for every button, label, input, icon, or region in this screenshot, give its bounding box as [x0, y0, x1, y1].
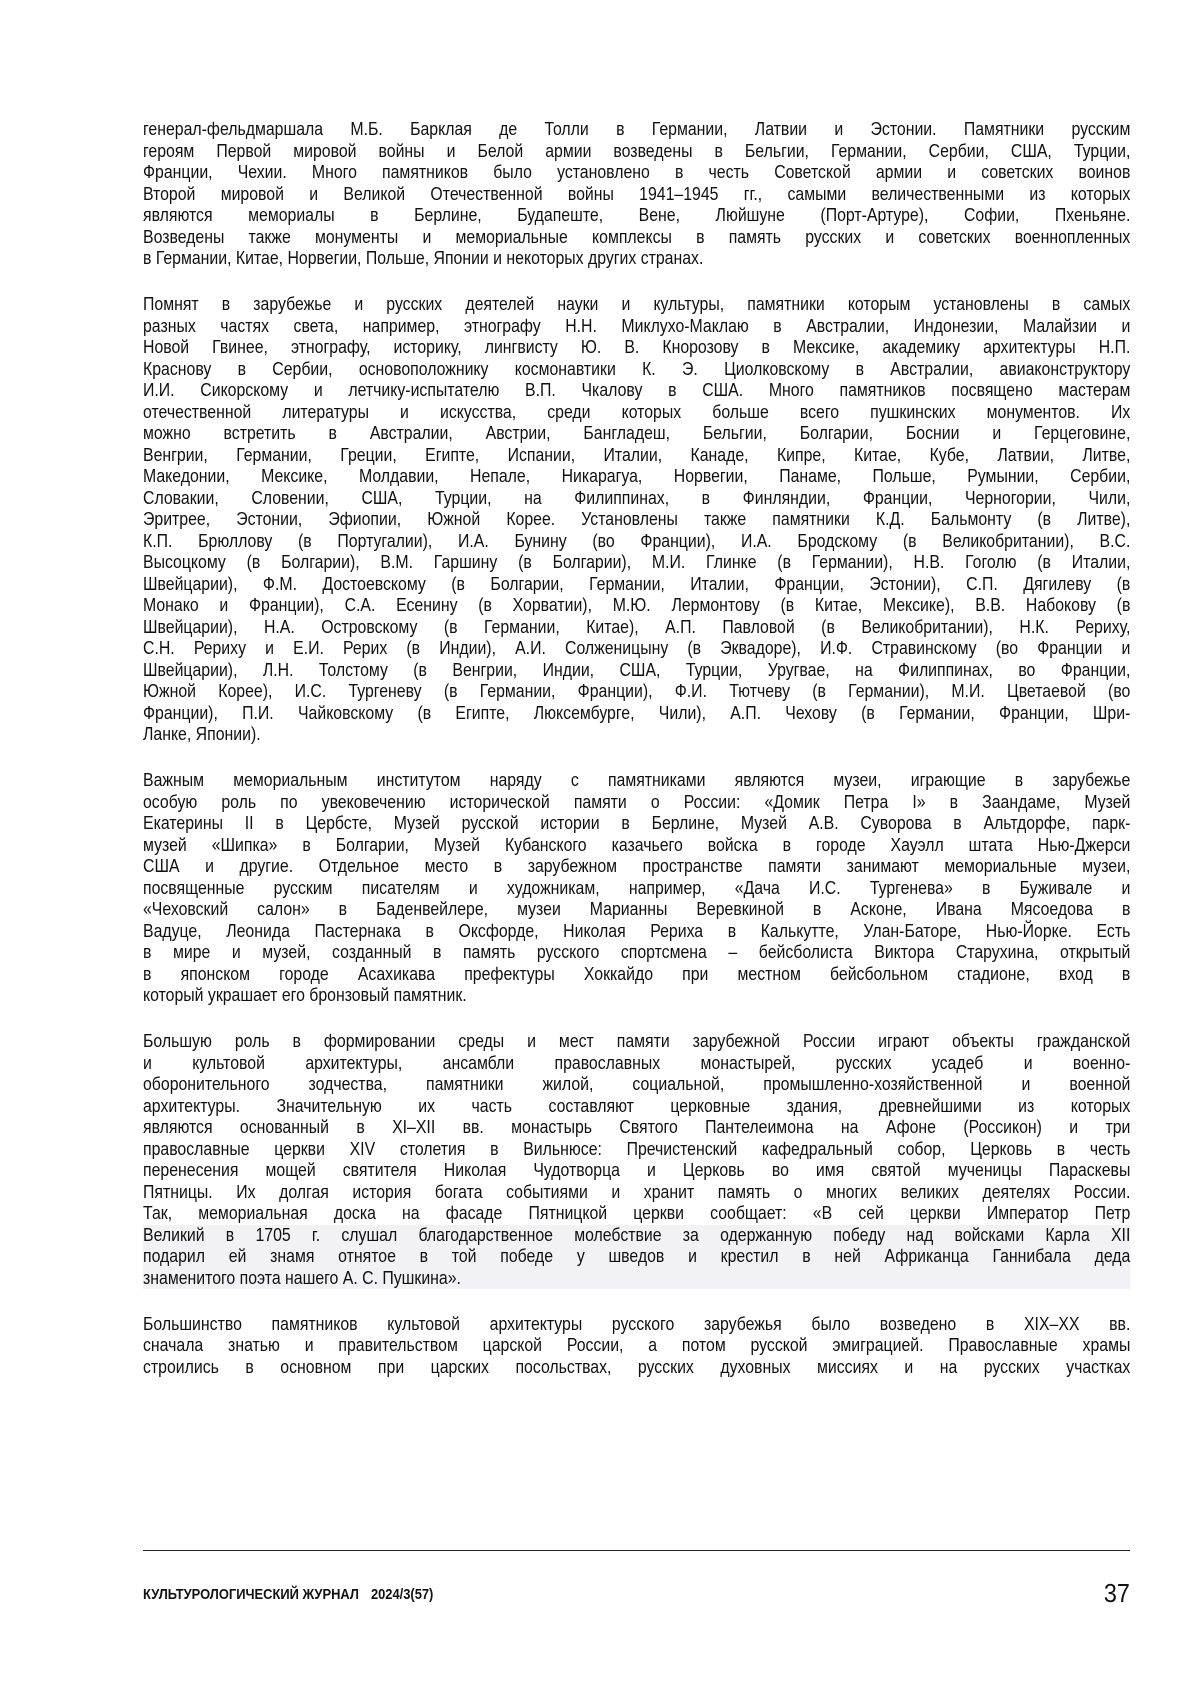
text-line: посвященные русским писателям и художникам, например, «Дача И.С. Тургенева» в Буживале и: [143, 878, 1130, 900]
text-line: являются мемориалы в Берлине, Будапеште, Вене, Люйшуне (Порт-Артуре), Софии, Пхеньяне.: [143, 205, 1130, 227]
text-line: Венгрии, Германии, Греции, Египте, Испании, Италии, Канаде, Кипре, Китае, Кубе, Латвии, Литве,: [143, 445, 1130, 467]
text-line: Возведены также монументы и мемориальные комплексы в память русских и советских военнопленных: [143, 227, 1130, 249]
text-line: Швейцарии), Л.Н. Толстому (в Венгрии, Индии, США, Турции, Уругвае, на Филиппинах, во Франции,: [143, 660, 1130, 682]
text-line: знаменитого поэта нашего А. С. Пушкина».: [143, 1268, 1130, 1290]
text-line: оборонительного зодчества, памятники жилой, социальной, промышленно-хозяйственной и военной: [143, 1074, 1130, 1096]
text-line: Так, мемориальная доска на фасаде Пятницкой церкви сообщает: «В сей церкви Император Петр: [143, 1203, 1130, 1225]
text-line: православные церкви XIV столетия в Вильнюсе: Пречистенский кафедральный собор, Церковь в честь: [143, 1139, 1130, 1161]
text-line: Краснову в Сербии, основоположнику космонавтики К. Э. Циолковскому в Австралии, авиаконструктору: [143, 359, 1130, 381]
text-line: музей «Шипка» в Болгарии, Музей Кубанского казачьего войска в городе Хауэлл штата Нью-Джерси: [143, 835, 1130, 857]
text-line: архитектуры. Значительную их часть составляют церковные здания, древнейшими из которых: [143, 1096, 1130, 1118]
text-line: можно встретить в Австралии, Австрии, Бангладеш, Бельгии, Болгарии, Боснии и Герцеговине,: [143, 423, 1130, 445]
text-line: сначала знатью и правительством царской России, а потом русской эмиграцией. Православные храмы: [143, 1335, 1130, 1357]
text-line: «Чеховский салон» в Баденвейлере, музеи Марианны Веревкиной в Асконе, Ивана Мясоедова в: [143, 899, 1130, 921]
text-line: подарил ей знамя отнятое в той победе у шведов и крестил в ней Африканца Ганнибала деда: [143, 1246, 1130, 1268]
text-line: Македонии, Мексике, Молдавии, Непале, Никарагуа, Норвегии, Панаме, Польше, Румынии, Сербии,: [143, 466, 1130, 488]
text-line: строились в основном при царских посольствах, русских духовных миссиях и на русских участках: [143, 1357, 1130, 1379]
text-line: Важным мемориальным институтом наряду с памятниками являются музеи, играющие в зарубежье: [143, 770, 1130, 792]
text-line: в мире и музей, созданный в память русского спортсмена – бейсболиста Виктора Старухина, открытый: [143, 942, 1130, 964]
paragraph: [143, 770, 1130, 1007]
text-line: отечественной литературы и искусства, среди которых больше всего пушкинских монументов. Их: [143, 402, 1130, 424]
text-line: Франции), П.И. Чайковскому (в Египте, Люксембурге, Чили), А.П. Чехову (в Германии, Франции, Шри-: [143, 703, 1130, 725]
paragraph: [143, 119, 1130, 270]
text-line: Словакии, Словении, США, Турции, на Филиппинах, в Финляндии, Франции, Черногории, Чили,: [143, 488, 1130, 510]
paragraph: [143, 294, 1130, 746]
text-line: Помнят в зарубежье и русских деятелей науки и культуры, памятники которым установлены в самых: [143, 294, 1130, 316]
text-line: Франции, Чехии. Много памятников было установлено в честь Советской армии и советских воинов: [143, 162, 1130, 184]
text-line: Швейцарии), Ф.М. Достоевскому (в Болгарии, Германии, Италии, Франции, Эстонии), С.П. Дягилеву (в: [143, 574, 1130, 596]
journal-footer: [143, 1586, 433, 1603]
text-line: Швейцарии), Н.А. Островскому (в Германии, Китае), А.П. Павловой (в Великобритании), Н.К. Рериху,: [143, 617, 1130, 639]
text-line: в японском городе Асахикава префектуры Хоккайдо при местном бейсбольном стадионе, вход в: [143, 964, 1130, 986]
paragraph: [143, 1314, 1130, 1379]
text-line: в Германии, Китае, Норвегии, Польше, Японии и некоторых других странах.: [143, 248, 1130, 270]
text-line: Высоцкому (в Болгарии), В.М. Гаршину (в Болгарии), М.И. Глинке (в Германии), Н.В. Гоголю (в Италии,: [143, 552, 1130, 574]
text-line: разных частях света, например, этнографу Н.Н. Миклухо-Маклаю в Австралии, Индонезии, Малайзии и: [143, 316, 1130, 338]
text-line: перенесения мощей святителя Николая Чудотворца и Церковь во имя святой мученицы Параскевы: [143, 1160, 1130, 1182]
text-line: генерал-фельдмаршала М.Б. Барклая де Толли в Германии, Латвии и Эстонии. Памятники русским: [143, 119, 1130, 141]
text-line: который украшает его бронзовый памятник.: [143, 985, 1130, 1007]
text-line: США и другие. Отдельное место в зарубежном пространстве памяти занимают мемориальные музеи,: [143, 856, 1130, 878]
text-line: Монако и Франции), С.А. Есенину (в Хорватии), М.Ю. Лермонтову (в Китае, Мексике), В.В. Набокову (в: [143, 595, 1130, 617]
text-line: К.П. Брюллову (в Португалии), И.А. Бунину (во Франции), И.А. Бродскому (в Великобритании), В.С.: [143, 531, 1130, 553]
text-line: Новой Гвинее, этнографу, историку, лингвисту Ю. В. Кнорозову в Мексике, академику архитектуры Н.П.: [143, 337, 1130, 359]
text-line: Большинство памятников культовой архитектуры русского зарубежья было возведено в XIX–XX вв.: [143, 1314, 1130, 1336]
journal-title: КУЛЬТУРОЛОГИЧЕСКИЙ ЖУРНАЛ: [143, 1586, 359, 1603]
text-line: Второй мировой и Великой Отечественной войны 1941–1945 гг., самыми величественными из которых: [143, 184, 1130, 206]
text-line: Эритрее, Эстонии, Эфиопии, Южной Корее. Установлены также памятники К.Д. Бальмонту (в Литве),: [143, 509, 1130, 531]
text-line: Южной Корее), И.С. Тургеневу (в Германии, Франции), Ф.И. Тютчеву (в Германии), М.И. Цветаевой (во: [143, 681, 1130, 703]
text-line: являются основанный в XI–XII вв. монастырь Святого Пантелеимона на Афоне (Россикон) и три: [143, 1117, 1130, 1139]
text-line: героям Первой мировой войны и Белой армии возведены в Бельгии, Германии, Сербии, США, Турции,: [143, 141, 1130, 163]
text-line: Большую роль в формировании среды и мест памяти зарубежной России играют объекты гражданской: [143, 1031, 1130, 1053]
footer-divider: [143, 1550, 1130, 1551]
journal-issue: 2024/3(57): [371, 1586, 433, 1603]
text-line: С.Н. Рериху и Е.И. Рерих (в Индии), А.И. Солженицыну (в Эквадоре), И.Ф. Стравинскому (во Франции и: [143, 638, 1130, 660]
page-number: 37: [1104, 1578, 1130, 1609]
text-line: Ланке, Японии).: [143, 724, 1130, 746]
text-line: Вадуце, Леонида Пастернака в Оксфорде, Николая Рериха в Калькутте, Улан-Баторе, Нью-Йорке. Есть: [143, 921, 1130, 943]
paragraph: [143, 1031, 1130, 1289]
text-line: Пятницы. Их долгая история богата событиями и хранит память о многих великих деятелях России.: [143, 1182, 1130, 1204]
article-body: [143, 119, 1130, 1403]
text-line: Екатерины II в Цербсте, Музей русской истории в Берлине, Музей А.В. Суворова в Альтдорфе, парк-: [143, 813, 1130, 835]
text-line: особую роль по увековечению исторической памяти о России: «Домик Петра I» в Заандаме, Музей: [143, 792, 1130, 814]
text-line: и культовой архитектуры, ансамбли православных монастырей, русских усадеб и военно-: [143, 1053, 1130, 1075]
text-line: Великий в 1705 г. слушал благодарственное молебствие за одержанную победу над войсками Карла XII: [143, 1225, 1130, 1247]
text-line: И.И. Сикорскому и летчику-испытателю В.П. Чкалову в США. Много памятников посвящено мастерам: [143, 380, 1130, 402]
